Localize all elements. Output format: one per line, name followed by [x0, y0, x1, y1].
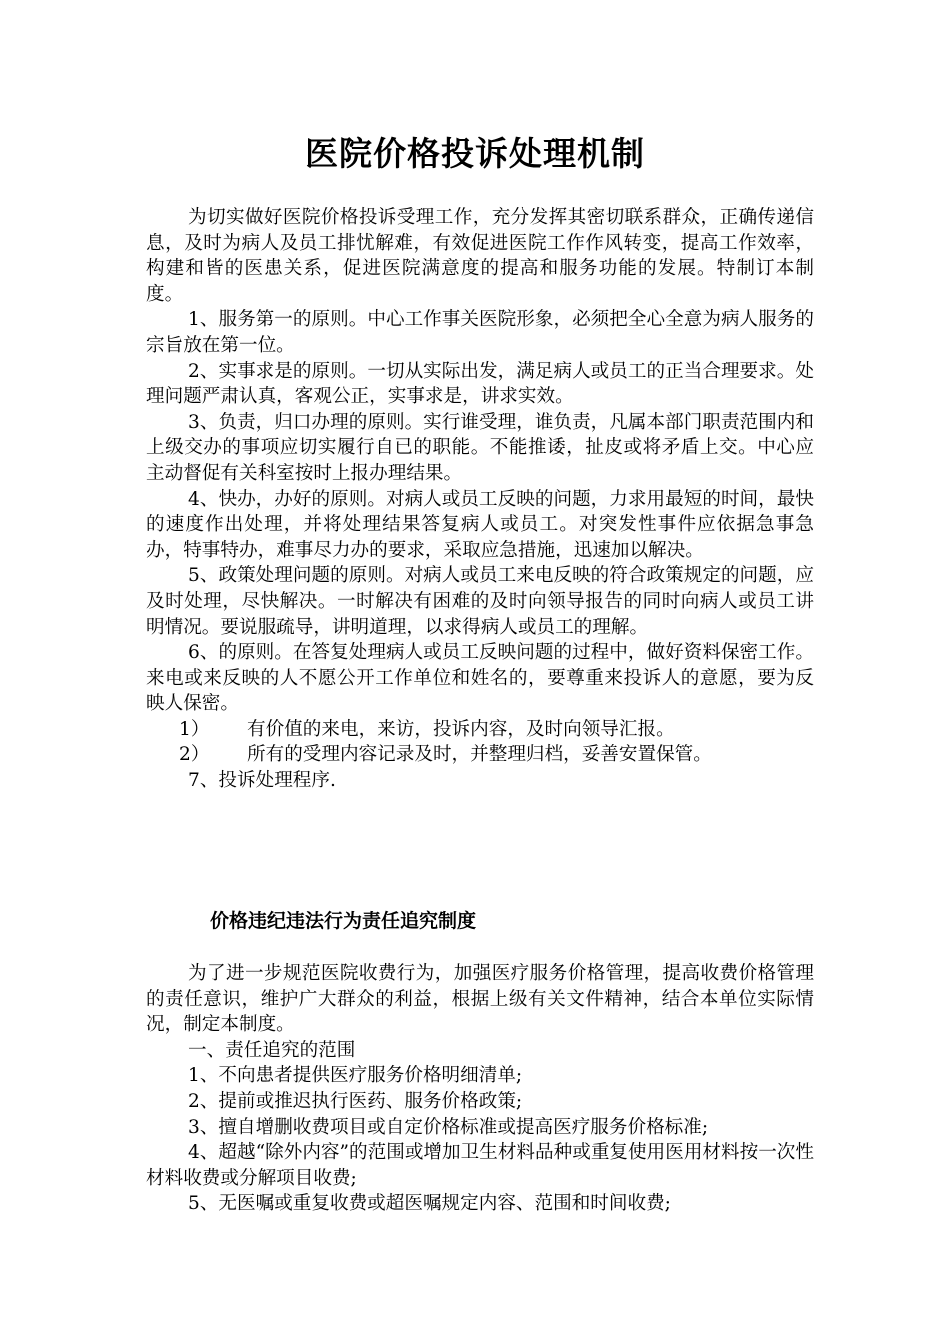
section-2-intro: 为了进一步规范医院收费行为，加强医疗服务价格管理，提高收费价格管理的责任意识，维护广大群众的利益，根据上级有关文件精神，结合本单位实际情况，制定本制度。	[146, 963, 814, 1036]
sub-item-2-number: 2）	[179, 744, 210, 766]
principle-5: 5、政策处理问题的原则。对病人或员工来电反映的符合政策规定的问题，应及时处理，尽快解决。一时解决有困难的及时向领导报告的同时向病人或员工讲明情况。要说服疏导，讲明道理，以求得病人或员工的理解。	[146, 565, 814, 638]
intro-paragraph: 为切实做好医院价格投诉受理工作，充分发挥其密切联系群众，正确传递信息，及时为病人及员工排忧解难，有效促进医院工作作风转变，提高工作效率，构建和皆的医患关系，促进医院满意度的提高和服务功能的发展。特制订本制度。	[146, 207, 814, 305]
scope-item-4: 4、超越“除外内容”的范围或增加卫生材料品种或重复使用医用材料按一次性材料收费或分解项目收费;	[146, 1142, 814, 1189]
principle-2: 2、实事求是的原则。一切从实际出发，满足病人或员工的正当合理要求。处理问题严肃认真，客观公正，实事求是，讲求实效。	[146, 360, 814, 408]
scope-item-3: 3、擅自增删收费项目或自定价格标准或提高医疗服务价格标准;	[188, 1116, 709, 1138]
sub-item-2-text: 所有的受理内容记录及时，并整理归档，妥善安置保管。	[247, 744, 712, 766]
section-responsibility	[146, 961, 814, 1217]
section-price-complaint	[146, 205, 814, 794]
principle-7: 7、投诉处理程序.	[188, 770, 336, 792]
scope-item-5: 5、无医嘱或重复收费或超医嘱规定内容、范围和时间收费;	[188, 1193, 671, 1215]
sub-item-2	[146, 742, 814, 768]
scope-item-1: 1、不向患者提供医疗服务价格明细清单;	[188, 1065, 523, 1087]
principle-4: 4、快办，办好的原则。对病人或员工反映的问题，力求用最短的时间，最快的速度作出处理，并将处理结果答复病人或员工。对突发性事件应依据急事急办，特事特办，难事尽力办的要求，采取应急措施，迅速加以解决。	[146, 488, 814, 561]
section-2-heading: 价格违纪违法行为责任追究制度	[210, 910, 477, 932]
principle-3: 3、负责，归口办理的原则。实行谁受理，谁负责，凡属本部门职责范围内和上级交办的事项应切实履行自已的职能。不能推诿，扯皮或将矛盾上交。中心应主动督促有关科室按时上报办理结果。	[146, 411, 814, 484]
scope-item-2: 2、提前或推迟执行医药、服务价格政策;	[188, 1090, 523, 1112]
document-title: 医院价格投诉处理机制	[305, 134, 645, 173]
sub-item-1-text: 有价值的来电，来访，投诉内容，及时向领导汇报。	[247, 718, 675, 740]
principle-6: 6、的原则。在答复处理病人或员工反映问题的过程中，做好资料保密工作。来电或来反映的人不愿公开工作单位和姓名的，要尊重来投诉人的意愿，要为反映人保密。	[146, 642, 814, 715]
scope-heading: 一、责任追究的范围	[188, 1039, 356, 1061]
principle-1: 1、服务第一的原则。中心工作事关医院形象，必须把全心全意为病人服务的宗旨放在第一位。	[146, 309, 814, 356]
sub-item-1	[146, 717, 814, 743]
sub-item-1-number: 1）	[179, 718, 210, 740]
